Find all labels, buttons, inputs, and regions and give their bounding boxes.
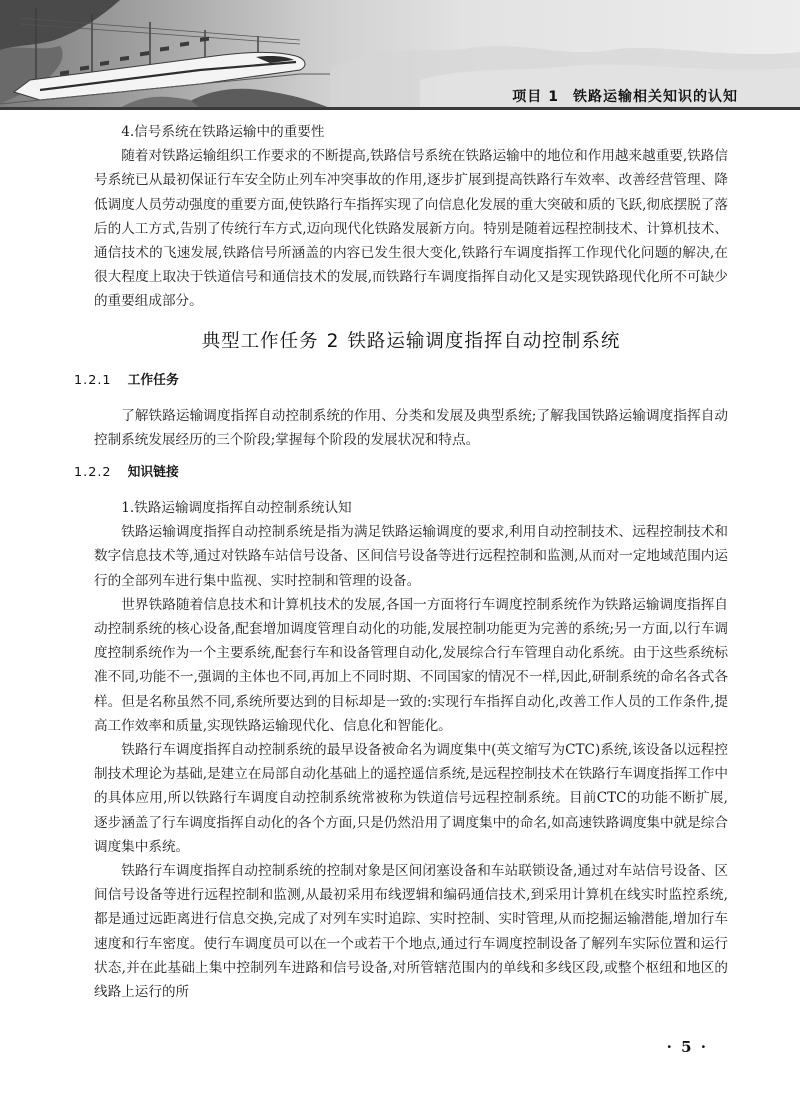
section-number: 1.2.2 — [74, 465, 112, 481]
section-1-2-2-heading — [74, 462, 708, 484]
section-4-heading: 4.信号系统在铁路运输中的重要性 — [121, 124, 325, 140]
section-4-paragraph: 随着对铁路运输组织工作要求的不断提高,铁路信号系统在铁路运输中的地位和作用越来越重要,铁路信号系统已从最初保证行车安全防止列车冲突事故的作用,逐步扩展到提高铁路行车效率、改善经营管理、降低调度人员劳动强度的重要方面,使铁路行车指挥实现了向信息化发展的重大突破和质的飞跃,彻底摆脱了落后的人工方式,告别了传统行车方式,迈向现代化铁路发展新方向。特别是随着远程控制技术、计算机技术、通信技术的飞速发展,铁路信号所涵盖的内容已发生很大变化,铁路行车调度指挥工作现代化问题的解决,在很大程度上取决于铁道信号和通信技术的发展,而铁路行车调度指挥自动化又是实现铁路现代化所不可缺少的重要组成部分。 — [94, 148, 728, 310]
project-number: 1 — [548, 89, 559, 105]
section-1-2-1-paragraph: 了解铁路运输调度指挥自动控制系统的作用、分类和发展及典型系统;了解我国铁路运输调度指挥自动控制系统发展经历的三个阶段;掌握每个阶段的发展状况和特点。 — [94, 407, 728, 448]
task-prefix: 典型工作任务 — [201, 330, 319, 352]
subsection-1-heading: 1.铁路运输调度指挥自动控制系统认知 — [121, 500, 352, 517]
page-content — [74, 120, 728, 1004]
body-paragraph: 铁路运输调度指挥自动控制系统是指为满足铁路运输调度的要求,利用自动控制技术、远程控制技术和数字信息技术等,通过对铁路车站信号设备、区间信号设备等进行远程控制和监测,从而对一定地域范围内运行的全部列车进行集中监视、实时控制和管理的设备。 — [94, 524, 728, 589]
section-number: 1.2.1 — [74, 372, 112, 388]
body-paragraph: 铁路行车调度指挥自动控制系统的控制对象是区间闭塞设备和车站联锁设备,通过对车站信号设备、区间信号设备等进行远程控制和监测,从最初采用布线逻辑和编码通信技术,到采用计算机在线实时监控系统,都是通过远距离进行信息交换,完成了对列车实时追踪、实时控制、实时管理,从而挖掘运输潜能,增加行车速度和行车密度。使行车调度员可以在一个或若干个地点,通过行车调度控制设备了解列车实际位置和运行状态,并在此基础上集中控制列车进路和信号设备,对所管辖范围内的单线和多线区段,或整个枢纽和地区的线路上运行的所 — [94, 863, 728, 1001]
body-paragraph: 铁路行车调度指挥自动控制系统的最早设备被命名为调度集中(英文缩写为CTC)系统,该设备以远程控制技术理论为基础,是建立在局部自动化基础上的遥控遥信系统,是远程控制技术在铁路行车调度指挥工作中的具体应用,所以铁路行车调度自动控制系统常被称为铁道信号远程控制系统。目前CTC的功能不断扩展,逐步涵盖了行车调度指挥自动化的各个方面,只是仍然沿用了调度集中的命名,如高速铁路调度集中就是综合调度集中系统。 — [94, 742, 728, 855]
project-title: 铁路运输相关知识的认知 — [573, 89, 738, 105]
body-paragraph: 世界铁路随着信息技术和计算机技术的发展,各国一方面将行车调度控制系统作为铁路运输调度指挥自动控制系统的核心设备,配套增加调度管理自动化的功能,发展控制功能更为完善的系统;另一方面,以行车调度控制系统作为一个主要系统,配套行车和设备管理自动化,发展综合行车管理自动化系统。由于这些系统标准不同,功能不一,强调的主体也不同,再加上不同时期、不同国家的情况不一样,因此,研制系统的命名各式各样。但是名称虽然不同,系统所要达到的目标却是一致的:实现行车指挥自动化,改善工作人员的工作条件,提高工作效率和质量,实现铁路运输现代化、信息化和智能化。 — [94, 596, 728, 734]
project-label: 项目 — [512, 89, 543, 105]
running-header — [512, 86, 738, 106]
task-heading — [94, 324, 728, 360]
task-number: 2 — [326, 330, 340, 352]
section-title: 知识链接 — [127, 465, 179, 481]
section-1-2-1-heading — [74, 370, 708, 392]
task-title: 铁路运输调度指挥自动控制系统 — [347, 330, 621, 352]
header-rule — [0, 107, 800, 110]
section-title: 工作任务 — [127, 372, 179, 388]
header-banner — [0, 0, 800, 108]
page-number: · 5 · — [666, 1038, 708, 1056]
